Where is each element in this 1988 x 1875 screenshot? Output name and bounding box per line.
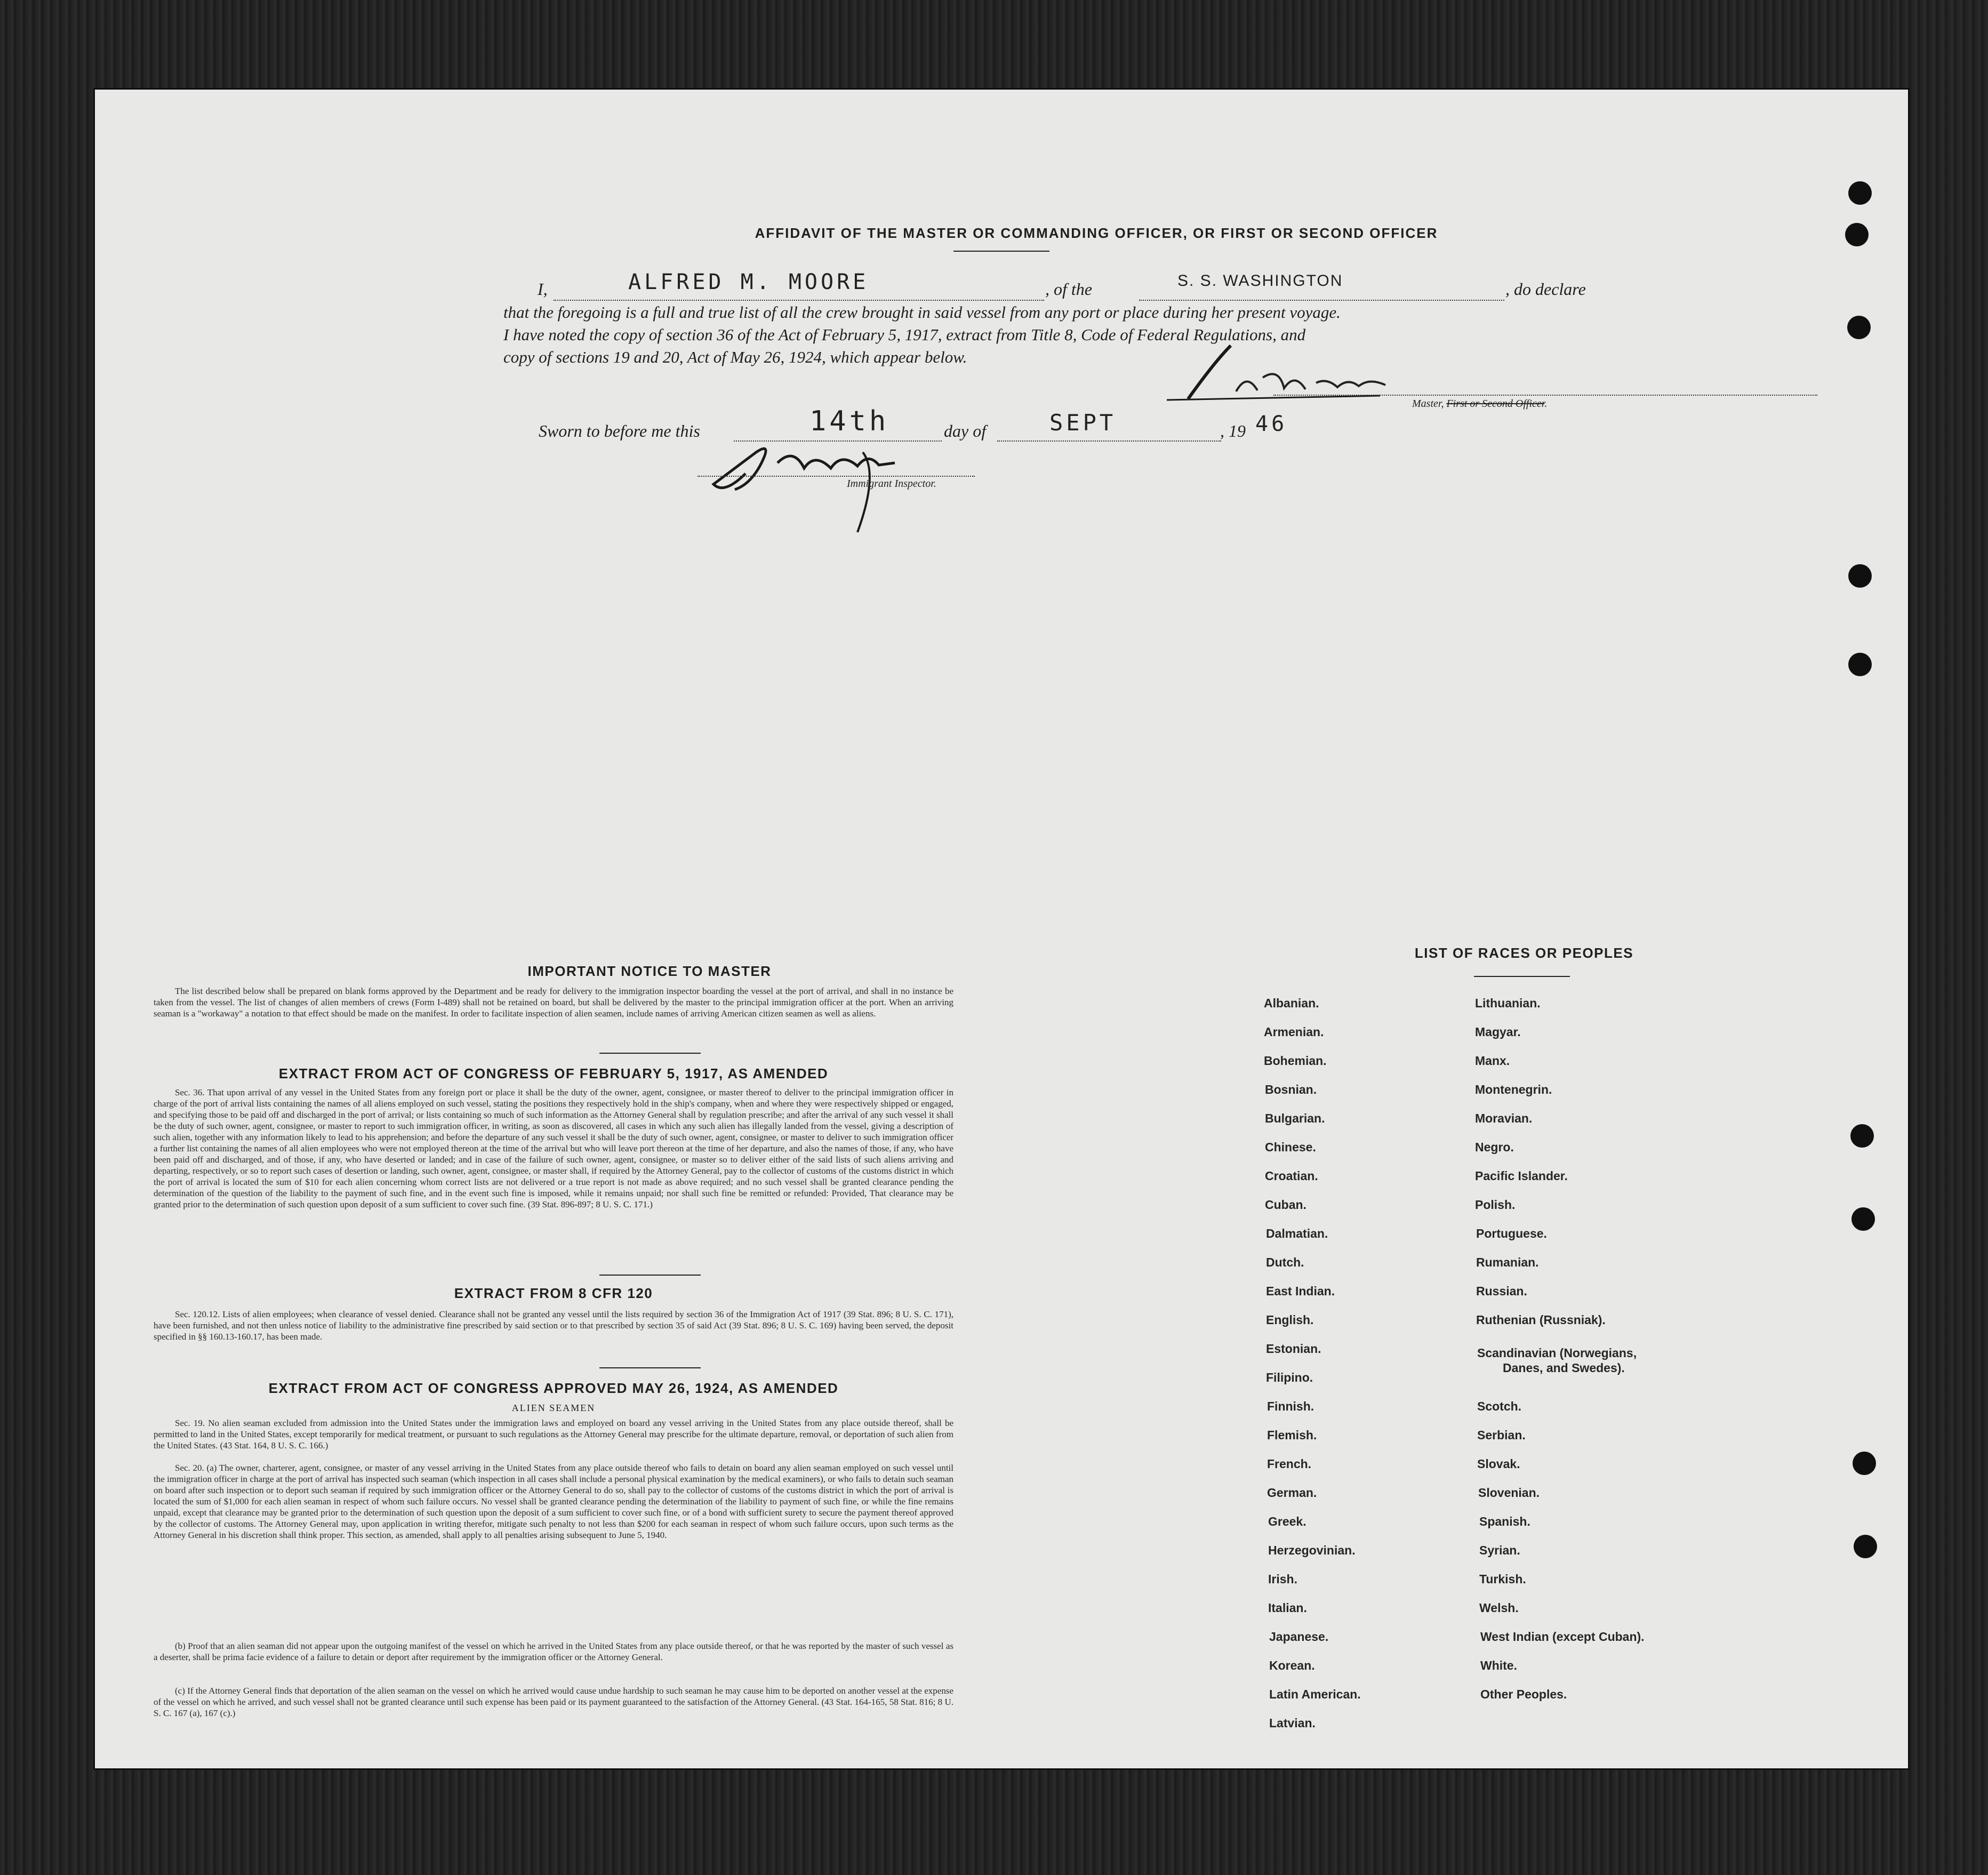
affidavit-of-the: , of the — [1045, 279, 1092, 299]
race-left-item: German. — [1267, 1486, 1317, 1500]
race-left-item: Bosnian. — [1265, 1083, 1317, 1096]
binder-hole — [1850, 1124, 1874, 1148]
race-left-item: Croatian. — [1265, 1169, 1318, 1183]
race-right-item: Montenegrin. — [1475, 1083, 1552, 1096]
race-left-item: Latin American. — [1269, 1687, 1361, 1701]
race-left-item: Chinese. — [1265, 1140, 1316, 1154]
race-left-item: Dutch. — [1266, 1255, 1304, 1269]
extract-1924-sec20a: Sec. 20. (a) The owner, charterer, agent, consignee, or master of any vessel arriving in the United States from any place outside thereof who fails to detain on board any alien seaman employed on such vessel until the immigration officer in charge at the port of arrival has inspected such seaman (which inspection in all cases shall include a personal physical examination by the medical examiners), or who fails to detain such seaman on board after such inspection or to deport such seaman if required by such immigration officer or the Attorney General to do so, shall pay to the collector of customs of the customs district in which the port of arrival is located the sum of $1,000 for each alien seaman in respect of whom such failure occurs. No vessel shall be granted clearance pending the determination of the liability to payment of such fine, or while the fine remains unpaid, except that clearance may be granted prior to the determination of such question upon the deposit of a sum sufficient to cover such fine, or of a bond with sufficient surety to secure the payment thereof approved by the collector of customs. The Attorney General may, upon application in writing therefor, mitigate such penalty to not less than $200 for each seaman in respect of whom such failure occurs, upon such terms as the Attorney General in his discretion shall think proper. This section, as amended, shall apply to all penalties arising subsequent to June 5, 1940. — [154, 1463, 953, 1540]
race-right-item: West Indian (except Cuban). — [1480, 1630, 1645, 1644]
binder-hole — [1848, 564, 1872, 588]
race-left-item: Italian. — [1268, 1601, 1307, 1615]
extract-1924-heading: EXTRACT FROM ACT OF CONGRESS APPROVED MAY 26, 1924, AS AMENDED — [268, 1380, 839, 1396]
alien-seamen-subheading: ALIEN SEAMEN — [511, 1403, 596, 1413]
race-right-item: Russian. — [1476, 1284, 1527, 1298]
year-suffix-handwritten: 46 — [1255, 412, 1288, 436]
race-left-item: Irish. — [1268, 1572, 1297, 1586]
master-signature-line — [1273, 395, 1817, 396]
binder-hole — [1848, 653, 1872, 676]
sworn-day-handwritten: 14th — [809, 405, 889, 437]
affidavit-line-2: that the foregoing is a full and true list of all the crew brought in said vessel from any port or place during her present voyage. — [503, 303, 1341, 322]
extract-1917-body: Sec. 36. That upon arrival of any vessel in the United States from any foreign port or place it shall be the duty of the owner, agent, consignee, or master thereof to deliver to the principal immigration officer in charge of the port of arrival lists containing the names of all aliens employed on such vessel, stating the positions they respectively hold in the ship's company, when and where they were respectively shipped or engaged, and specifying those to be paid off and discharged in the port of arrival; or lists containing so much of such information as the Attorney General shall by regulation prescribe; and after the arrival of any such vessel it shall be the duty of such owner, agent, consignee, or master to report to such immigration officer, in writing, as soon as discovered, all cases in which any such alien has illegally landed from the vessel, giving a description of such alien, together with any information likely to lead to his apprehension; and before the departure of any such vessel it shall be the duty of such owner, agent, consignee, or master to deliver to such immigration officer a further list containing the names of all alien employees who were not employed thereon at the time of the arrival but who will leave port thereon at the time of her departure, and also the names of those, if any, who have been paid off and discharged, and of those, if any, who have deserted or landed; and in case of the failure of such owner, agent, consignee, or master so to deliver either of the said lists of such aliens arriving and departing, respectively, or so to report such cases of desertion or landing, such owner, agent, consignee, or master shall, if required by the Attorney General, pay to the collector of customs of the customs district in which the port of arrival is located the sum of $10 for each alien concerning whom correct lists are not delivered or a true report is not made as above required; and no such vessel shall be granted clearance pending the determination of the question of the liability to the payment of such fine, and in the event such fine is imposed, while it remains unpaid; nor shall such fine be remitted or refunded: Provided, That clearance may be granted prior to the determination of such question upon deposit of a sum sufficient to cover such fine. (39 Stat. 896-897; 8 U. S. C. 171.) — [154, 1087, 953, 1209]
binder-hole — [1853, 1452, 1876, 1475]
race-right-item: Pacific Islander. — [1475, 1169, 1568, 1183]
inspector-caption: Immigrant Inspector. — [847, 478, 936, 490]
race-right-item: Lithuanian. — [1475, 996, 1541, 1010]
race-right-item: Scandinavian (Norwegians, — [1477, 1346, 1637, 1360]
name-dotted-line — [554, 300, 1044, 301]
race-right-item: Serbian. — [1477, 1428, 1526, 1442]
race-right-item: Scotch. — [1477, 1399, 1522, 1413]
binder-hole — [1848, 181, 1872, 205]
master-caption-prefix: Master, — [1412, 398, 1444, 410]
race-right-item: Portuguese. — [1476, 1227, 1547, 1240]
race-left-item: Korean. — [1269, 1658, 1315, 1672]
race-right-item: Moravian. — [1475, 1111, 1533, 1125]
race-left-item: Bulgarian. — [1265, 1111, 1325, 1125]
races-divider — [1474, 976, 1570, 977]
vessel-name: S. S. WASHINGTON — [1177, 272, 1343, 290]
inspector-signature-line — [698, 476, 975, 477]
races-heading: LIST OF RACES OR PEOPLES — [1414, 945, 1634, 961]
extract-cfr-heading: EXTRACT FROM 8 CFR 120 — [454, 1285, 653, 1301]
day-of-label: day of — [944, 421, 987, 440]
extract-1917-divider — [599, 1275, 701, 1276]
extract-cfr-divider — [599, 1367, 701, 1368]
master-name-handwritten: ALFRED M. MOORE — [628, 270, 869, 294]
race-left-item: Greek. — [1268, 1515, 1306, 1528]
race-right-item: Welsh. — [1479, 1601, 1519, 1615]
race-left-item: Finnish. — [1267, 1399, 1314, 1413]
race-left-item: East Indian. — [1266, 1284, 1335, 1298]
affidavit-do-declare: , do declare — [1505, 279, 1586, 299]
extract-cfr-body: Sec. 120.12. Lists of alien employees; when clearance of vessel denied. Clearance shall not be granted any vessel until the lists required by section 36 of the Immigration Act of 1917 (39 Stat. 896; 8 U. S. C. 171), have been furnished, and not then unless notice of liability to the administrative fine prescribed by said section or to that prescribed by section 35 of said Act (39 Stat. 896; 8 U. S. C. 169) having been served, the deposit specified in §§ 160.13-160.17, has been made. — [154, 1309, 953, 1342]
race-right-item: Ruthenian (Russniak). — [1476, 1313, 1606, 1327]
heading-divider — [953, 251, 1049, 252]
sworn-label: Sworn to before me this — [539, 421, 700, 440]
race-left-item: Latvian. — [1269, 1716, 1316, 1730]
race-right-item: Spanish. — [1479, 1515, 1530, 1528]
race-right-item: White. — [1480, 1658, 1517, 1672]
race-right-item: Manx. — [1475, 1054, 1510, 1068]
sworn-month-line — [997, 440, 1221, 442]
binder-hole — [1854, 1535, 1877, 1558]
race-left-item: Albanian. — [1264, 996, 1319, 1010]
year-prefix: , 19 — [1220, 421, 1246, 440]
extract-1924-sec20c: (c) If the Attorney General finds that deportation of the alien seaman on the vessel on which he arrived would cause undue hardship to such seaman he may cause him to be deported on another vessel at the expense of the vessel on which he arrived, and such vessel shall not be granted clearance until such expense has been paid or its payment guaranteed to the satisfaction of the Attorney General. (43 Stat. 164-165, 58 Stat. 816; 8 U. S. C. 167 (a), 167 (c).) — [154, 1686, 953, 1718]
race-right-item: Slovak. — [1477, 1457, 1520, 1471]
race-right-item: Danes, and Swedes). — [1503, 1361, 1625, 1375]
race-left-item: Flemish. — [1267, 1428, 1317, 1442]
extract-1917-heading: EXTRACT FROM ACT OF CONGRESS OF FEBRUARY 5, 1917, AS AMENDED — [278, 1065, 829, 1081]
race-left-item: Estonian. — [1266, 1342, 1321, 1356]
inspector-signature — [703, 431, 980, 538]
race-left-item: Dalmatian. — [1266, 1227, 1328, 1240]
notice-divider — [599, 1053, 701, 1054]
race-right-item: Polish. — [1475, 1198, 1516, 1212]
master-caption — [1412, 398, 1547, 410]
binder-hole — [1851, 1207, 1875, 1231]
affidavit-i-label: I, — [538, 279, 548, 299]
race-left-item: Herzegovinian. — [1268, 1543, 1356, 1557]
affidavit-line-4: copy of sections 19 and 20, Act of May 26, 1924, which appear below. — [503, 348, 967, 366]
sworn-month-handwritten: SEPT — [1049, 410, 1117, 436]
notice-heading: IMPORTANT NOTICE TO MASTER — [527, 963, 772, 979]
race-left-item: French. — [1267, 1457, 1312, 1471]
race-right-item: Negro. — [1475, 1140, 1514, 1154]
race-left-item: Cuban. — [1265, 1198, 1306, 1212]
binder-hole — [1847, 316, 1871, 339]
affidavit-heading: AFFIDAVIT OF THE MASTER OR COMMANDING OFFICER, OR FIRST OR SECOND OFFICER — [755, 225, 1438, 241]
race-right-item: Magyar. — [1475, 1025, 1521, 1039]
race-left-item: Armenian. — [1264, 1025, 1324, 1039]
race-right-item: Slovenian. — [1478, 1486, 1540, 1500]
extract-1924-sec20b: (b) Proof that an alien seaman did not appear upon the outgoing manifest of the vessel on which he arrived in the United States from any place outside thereof, or that he was reported by the master of such vessel as a deserter, shall be prima facie evidence of a failure to detain or deport after requirement by the immigration officer or the Attorney General. — [154, 1641, 953, 1662]
master-caption-suffix: . — [1544, 398, 1548, 410]
affidavit-line-3: I have noted the copy of section 36 of the Act of February 5, 1917, extract from Title 8, Code of Federal Regulations, and — [503, 325, 1306, 344]
race-left-item: Japanese. — [1269, 1630, 1329, 1644]
master-caption-struck: First or Second Officer — [1446, 398, 1545, 410]
race-left-item: English. — [1266, 1313, 1314, 1327]
notice-body: The list described below shall be prepared on blank forms approved by the Department and be ready for delivery to the immigration inspector boarding the vessel at the port of arrival, and shall in no instance be taken from the vessel. The list of changes of alien members of crews (Form I-489) shall not be retained on board, but shall be delivered by the master to the principal immigration officer at the port. When an arriving seaman is a "workaway" a notation to that effect should be made on the manifest. In order to facilitate inspection of alien seamen, include names of arriving American citizen seamen as well as aliens. — [154, 986, 953, 1019]
vessel-dotted-line — [1139, 300, 1504, 301]
binder-hole — [1845, 223, 1869, 246]
race-right-item: Syrian. — [1479, 1543, 1520, 1557]
race-right-item: Rumanian. — [1476, 1255, 1539, 1269]
race-right-item: Turkish. — [1479, 1572, 1526, 1586]
race-left-item: Filipino. — [1266, 1371, 1313, 1384]
extract-1924-sec19: Sec. 19. No alien seaman excluded from admission into the United States under the immigration laws and employed on board any vessel arriving in the United States from any place outside thereof, shall be permitted to land in the United States, except temporarily for medical treatment, or pursuant to such regulations as the Attorney General may prescribe for the ultimate departure, removal, or deportation of such alien from the United States. (43 Stat. 164, 8 U. S. C. 166.) — [154, 1418, 953, 1451]
race-right-item: Other Peoples. — [1480, 1687, 1567, 1701]
race-left-item: Bohemian. — [1264, 1054, 1327, 1068]
document-page — [95, 90, 1908, 1768]
